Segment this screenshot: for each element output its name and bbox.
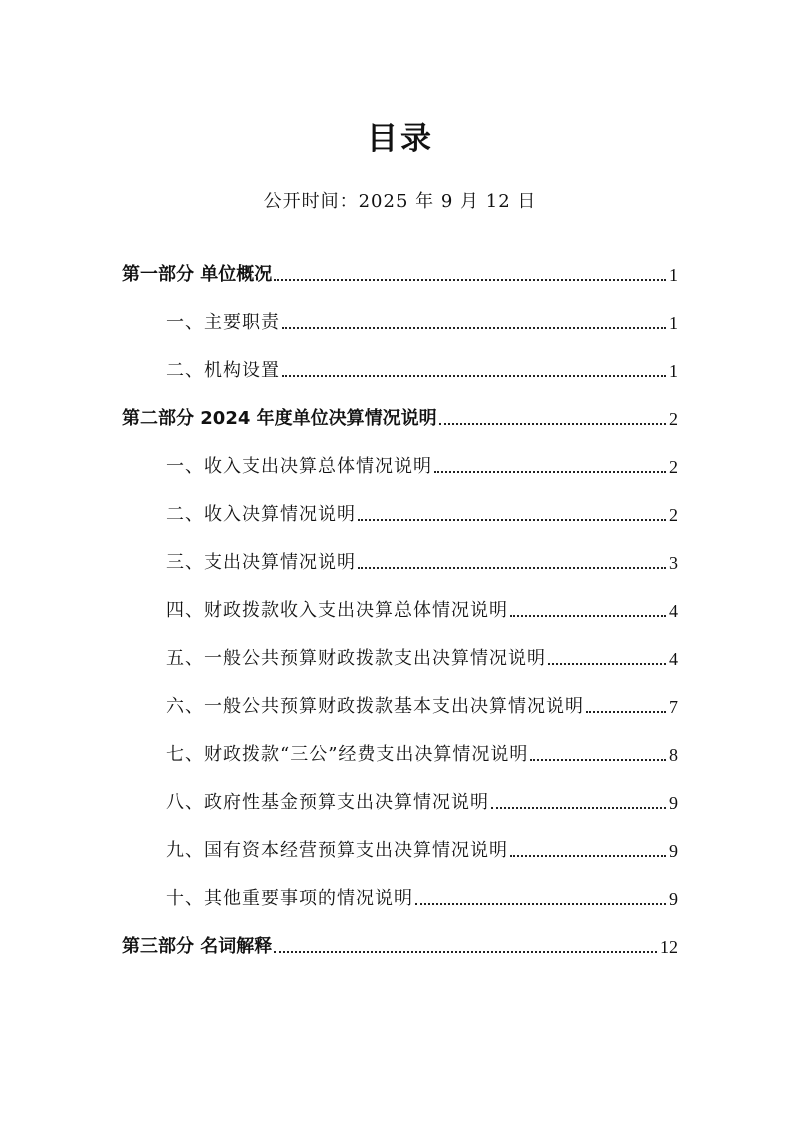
dot-leader xyxy=(282,327,666,329)
dot-leader xyxy=(510,855,666,857)
toc-entry-fiscal-allocation-overall[interactable] xyxy=(122,594,678,624)
dot-leader xyxy=(510,615,666,617)
toc-page-number: 2 xyxy=(669,457,678,477)
toc-entry-text: 八、政府性基金预算支出决算情况说明 xyxy=(166,792,489,813)
dot-leader xyxy=(439,423,666,425)
toc-entry-text: 第一部分 单位概况 xyxy=(122,264,273,285)
toc-page-number: 12 xyxy=(660,937,678,957)
toc-page-number: 7 xyxy=(669,697,678,717)
dot-leader xyxy=(586,711,666,713)
toc-entry-text: 二、机构设置 xyxy=(166,360,280,381)
toc-page-number: 1 xyxy=(669,313,678,333)
toc-entry-general-budget-expense[interactable] xyxy=(122,642,678,672)
toc-entry-text: 七、财政拨款“三公”经费支出决算情况说明 xyxy=(166,744,529,765)
dot-leader xyxy=(274,951,657,953)
dot-leader xyxy=(358,519,666,521)
toc-page-number: 1 xyxy=(669,265,678,285)
toc-entry-main-duties[interactable] xyxy=(122,306,678,336)
dot-leader xyxy=(415,903,666,905)
toc-entry-income[interactable] xyxy=(122,498,678,528)
toc-entry-organization[interactable] xyxy=(122,354,678,384)
toc-page-number: 1 xyxy=(669,361,678,381)
page-title: 目录 xyxy=(367,120,433,157)
toc-entry-text: 六、一般公共预算财政拨款基本支出决算情况说明 xyxy=(166,696,584,717)
toc-entry-text: 第二部分 2024 年度单位决算情况说明 xyxy=(122,408,437,429)
toc-entry-income-expense-overall[interactable] xyxy=(122,450,678,480)
toc-page-number: 2 xyxy=(669,409,678,429)
toc-entry-text: 三、支出决算情况说明 xyxy=(166,552,356,573)
toc-entry-text: 九、国有资本经营预算支出决算情况说明 xyxy=(166,840,508,861)
toc-entry-text: 一、收入支出决算总体情况说明 xyxy=(166,456,432,477)
toc-page-number: 4 xyxy=(669,649,678,669)
toc-page-number: 9 xyxy=(669,841,678,861)
dot-leader xyxy=(548,663,666,665)
toc-page-number: 9 xyxy=(669,793,678,813)
dot-leader xyxy=(274,279,666,281)
toc-page-number: 8 xyxy=(669,745,678,765)
dot-leader xyxy=(491,807,666,809)
toc-entry-general-budget-basic-expense[interactable] xyxy=(122,690,678,720)
toc-entry-state-capital[interactable] xyxy=(122,834,678,864)
toc-entry-text: 一、主要职责 xyxy=(166,312,280,333)
toc-entry-part-2[interactable] xyxy=(122,402,678,432)
toc-entry-text: 二、收入决算情况说明 xyxy=(166,504,356,525)
dot-leader xyxy=(434,471,666,473)
toc-entry-text: 第三部分 名词解释 xyxy=(122,936,273,957)
toc-entry-part-3[interactable] xyxy=(122,930,678,960)
toc-page-number: 4 xyxy=(669,601,678,621)
toc-entry-text: 四、财政拨款收入支出决算总体情况说明 xyxy=(166,600,508,621)
dot-leader xyxy=(530,759,666,761)
toc-entry-expense[interactable] xyxy=(122,546,678,576)
toc-entry-text: 五、一般公共预算财政拨款支出决算情况说明 xyxy=(166,648,546,669)
toc-entry-three-public-expenses[interactable] xyxy=(122,738,678,768)
dot-leader xyxy=(282,375,666,377)
toc-page-number: 3 xyxy=(669,553,678,573)
dot-leader xyxy=(358,567,666,569)
toc-entry-part-1[interactable] xyxy=(122,258,678,288)
toc-page-number: 2 xyxy=(669,505,678,525)
toc-entry-government-fund[interactable] xyxy=(122,786,678,816)
toc-entry-text: 十、其他重要事项的情况说明 xyxy=(166,888,413,909)
toc-entry-other-matters[interactable] xyxy=(122,882,678,912)
publish-date: 公开时间：2025 年 9 月 12 日 xyxy=(263,191,537,212)
toc-page-number: 9 xyxy=(669,889,678,909)
